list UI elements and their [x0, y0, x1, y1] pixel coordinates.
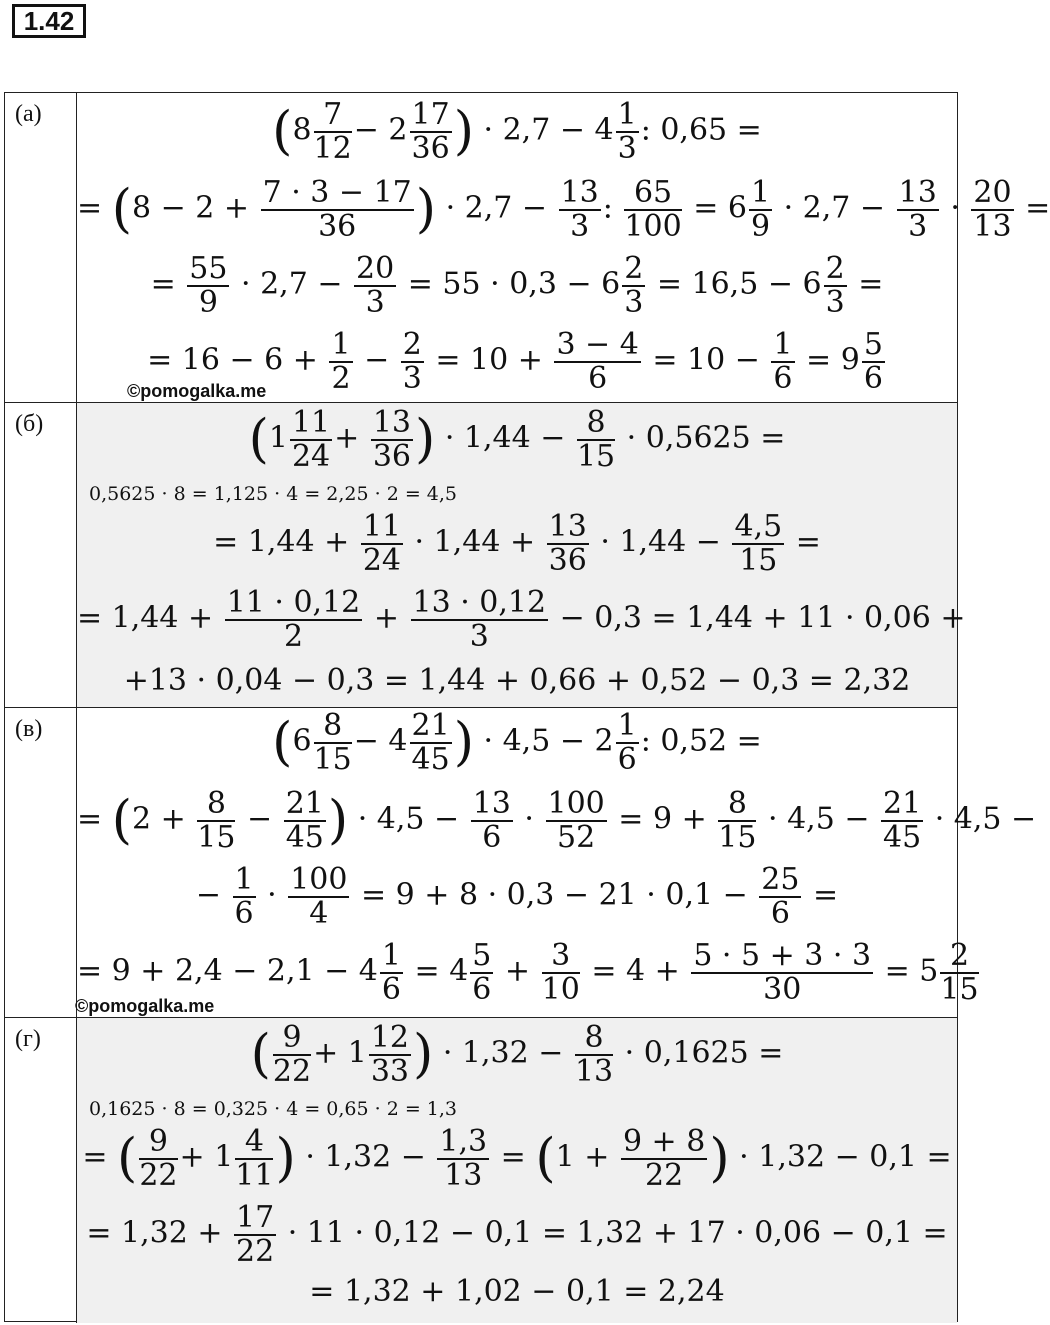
- watermark: ©pomogalka.me: [75, 996, 215, 1016]
- equation-line: = 16 − 6 + $\frac{1}{2}$ − $\frac{2}{3}$ = 10 + $\frac{3 - 4}{6}$ = 10 − $\frac{1}{6}$ = 9 $\frac{5}{6}$: [147, 327, 883, 396]
- equation-line: − $\frac{1}{6}$ · $\frac{100}{4}$ = 9 + 8 · 0,3 − 21 · 0,1 − $\frac{25}{6}$ =: [195, 862, 839, 931]
- equation-line: (6 $\frac{8}{15}$ − 4 $\frac{21}{45}$ ) · 4,5 − 2 $\frac{1}{6}$ : 0,52 =: [272, 708, 762, 777]
- part-b-solution: [77, 403, 966, 707]
- equation-line: = 1,44 + $\frac{11}{24}$ · 1,44 + $\frac{13}{36}$ · 1,44 − $\frac{4,5}{15}$ =: [213, 509, 821, 578]
- problem-number: 1.42: [12, 4, 86, 38]
- equation-line: = 1,32 + 1,02 − 0,1 = 2,24: [309, 1274, 725, 1309]
- side-calculation: 0,1625 · 8 = 0,325 · 4 = 0,65 · 2 = 1,3: [89, 1098, 458, 1120]
- equation-line: = (8 − 2 + $\frac{7 \cdot 3 - 17}{36}$ ) · 2,7 − $\frac{13}{3}$ : $\frac{65}{100}$ = 6 $\frac{1}{9}$ · 2,7 − $\frac{13}{3}$ · $\frac{20}{13}$ =: [77, 175, 1050, 244]
- part-c-solution: [75, 708, 1037, 1017]
- part-c-row: [5, 708, 1037, 1018]
- part-label: (б): [15, 411, 44, 437]
- equation-line: +13 · 0,04 − 0,3 = 1,44 + 0,66 + 0,52 − 0,3 = 2,32: [123, 663, 911, 698]
- part-d-solution: [77, 1018, 957, 1323]
- equation-line: = $\frac{55}{9}$ · 2,7 − $\frac{20}{3}$ = 55 · 0,3 − 6 $\frac{2}{3}$ = 16,5 − 6 $\frac{2}{3}$ =: [150, 251, 884, 320]
- part-label: (а): [15, 101, 42, 127]
- solution-table: [4, 92, 1050, 1322]
- equation-line: (1 $\frac{11}{24}$ + $\frac{13}{36}$ ) · 1,44 − $\frac{8}{15}$ · 0,5625 =: [248, 405, 786, 474]
- part-label: (г): [15, 1026, 41, 1052]
- equation-line: = (2 + $\frac{8}{15}$ − $\frac{21}{45}$ ) · 4,5 − $\frac{13}{6}$ · $\frac{100}{52}$ = 9 + $\frac{8}{15}$ · 4,5 − $\frac{21}{45}$ · 4,5 −: [77, 786, 1037, 855]
- watermark: ©pomogalka.me: [127, 381, 267, 401]
- part-d-row: [5, 1018, 957, 1323]
- part-a-solution: [77, 93, 1050, 402]
- part-b-row: [5, 403, 966, 708]
- equation-line: = ( $\frac{9}{22}$ + 1 $\frac{4}{11}$ ) · 1,32 − $\frac{1,3}{13}$ = (1 + $\frac{9 + 8}{22}$ ) · 1,32 − 0,1 =: [82, 1124, 952, 1193]
- part-a-row: [5, 93, 1050, 403]
- side-calculation: 0,5625 · 8 = 1,125 · 4 = 2,25 · 2 = 4,5: [89, 483, 458, 505]
- equation-line: (8 $\frac{7}{12}$ − 2 $\frac{17}{36}$ ) · 2,7 − 4 $\frac{1}{3}$ : 0,65 =: [272, 97, 762, 166]
- equation-line: ( $\frac{9}{22}$ + 1 $\frac{12}{33}$ ) · 1,32 − $\frac{8}{13}$ · 0,1625 =: [250, 1020, 784, 1089]
- equation-line: = 1,44 + $\frac{11 \cdot 0,12}{2}$ + $\frac{13 \cdot 0,12}{3}$ − 0,3 = 1,44 + 11 · 0,06 +: [77, 585, 966, 654]
- part-label: (в): [15, 716, 43, 742]
- equation-line: = 9 + 2,4 − 2,1 − 4 $\frac{1}{6}$ = 4 $\frac{5}{6}$ + $\frac{3}{10}$ = 4 + $\frac{5 \cdot 5 + 3 \cdot 3}{30}$ = 5 $\frac{2}{15}$: [77, 938, 979, 1007]
- equation-line: = 1,32 + $\frac{17}{22}$ · 11 · 0,12 − 0,1 = 1,32 + 17 · 0,06 − 0,1 =: [86, 1200, 948, 1269]
